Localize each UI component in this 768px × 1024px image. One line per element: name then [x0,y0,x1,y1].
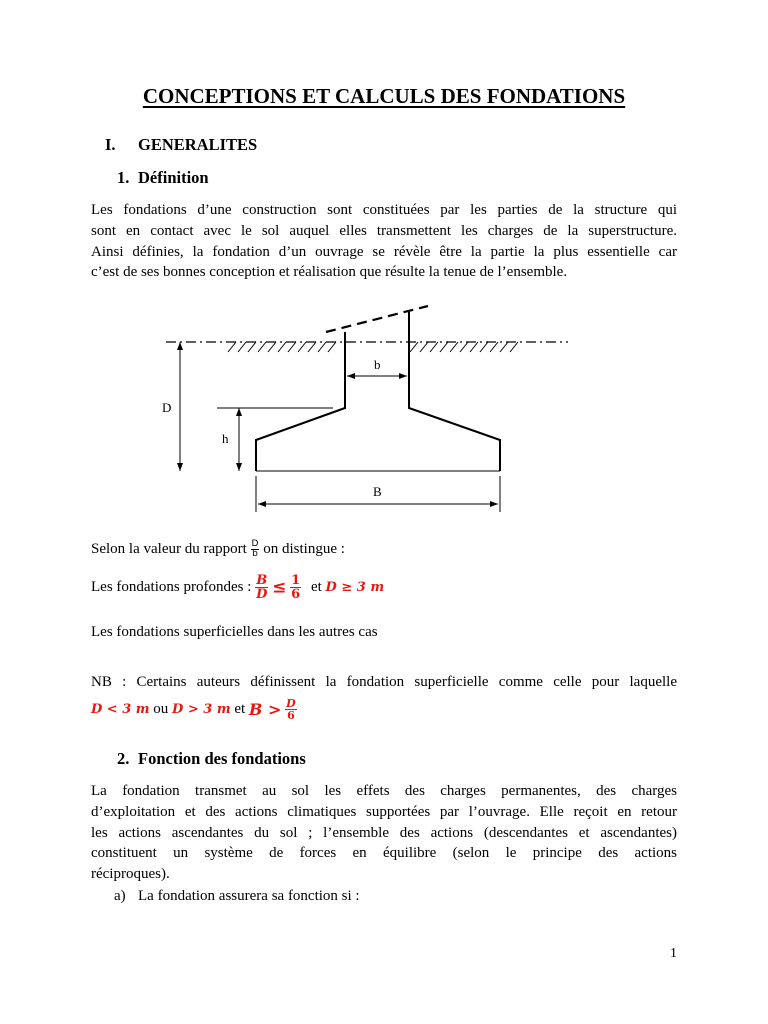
label-b: b [374,357,381,372]
deep-foundation-line [91,574,384,601]
ground-hatching-left [228,342,336,352]
function-paragraph [91,781,677,885]
paragraph-line: constituent un système de forces en équilibre (selon le principe des actions [91,845,677,862]
deep-condition: D ≥ 3 m [325,579,385,595]
nb-ou: ou [153,700,169,717]
paragraph-line: les actions ascendantes du sol ; l’ensemble des actions (descendantes et ascendantes) [91,824,677,841]
paragraph-line: Ainsi définies, la fondation d’un ouvrage se révèle être la partie la plus essentielle car [91,243,677,260]
label-D: D [162,400,172,415]
ratio-text-post: on distingue : [263,540,345,557]
nb-conditions [91,698,297,721]
deep-fraction-2 [290,574,301,601]
foundation-diagram [0,290,768,520]
fraction-numerator: D [286,697,296,710]
document-title: CONCEPTIONS ET CALCULS DES FONDATIONS [142,84,626,108]
section-title: GENERALITES [138,135,258,154]
page-number: 1 [670,946,677,961]
fraction-denominator: 6 [287,709,295,722]
subsection-number: 1. [117,168,130,187]
deep-et: et [310,578,322,595]
ground-hatching-right [410,342,518,352]
label-B: B [373,484,382,499]
footing-outline-left [256,332,345,471]
paragraph-line: La fondation transmet au sol les effets des charges permanentes, des charges [91,783,677,799]
footing-outline-right [409,312,500,471]
ratio-fraction [251,540,260,559]
fraction-numerator: B [256,573,268,588]
ratio-text: Selon la valeur du rapport [91,540,247,557]
subsection-title: Définition [138,168,209,187]
le-symbol: ≤ [272,577,287,598]
fraction-denominator: D [256,587,268,602]
paragraph-line: Les fondations d’une construction sont constituées par les parties de la structure qui [91,202,677,218]
paragraph-line: réciproques). [91,866,170,883]
subsection-number: 2. [117,749,130,768]
list-item-text: La fondation assurera sa fonction si : [138,888,360,904]
definition-paragraph [91,200,677,283]
slope-line [326,306,428,332]
deep-text: Les fondations profondes : [91,578,252,595]
nb-fraction [285,698,297,721]
label-h: h [222,431,229,446]
section-number: I. [105,135,116,154]
paragraph-line: d’exploitation et des actions climatiques supportées par l’ouvrage. Elle reçoit en retour [91,803,677,820]
deep-fraction-1 [255,574,268,601]
nb-et: et [234,700,246,717]
nb-line: NB : Certains auteurs définissent la fondation superficielle comme celle pour laquelle [91,674,677,690]
fraction-numerator: 1 [291,573,301,588]
nb-condition-2: D > 3 m [172,701,231,717]
fraction-numerator: D [251,539,259,549]
paragraph-line: sont en contact avec le sol auquel elles transmettent les charges de la superstructure. [91,222,677,239]
list-item-marker: a) [114,888,126,904]
nb-condition-1: D < 3 m [91,701,150,717]
paragraph-line: c’est de ses bonnes conception et réalisation que résulte la tenue de l’ensemble. [91,264,568,281]
fraction-denominator: 6 [291,587,301,602]
ratio-line [91,540,345,559]
fraction-denominator: b [252,549,258,559]
nb-condition-3: B > [248,700,282,719]
subsection-title: Fonction des fondations [138,749,306,768]
shallow-foundation-text: Les fondations superficielles dans les autres cas [91,624,378,640]
